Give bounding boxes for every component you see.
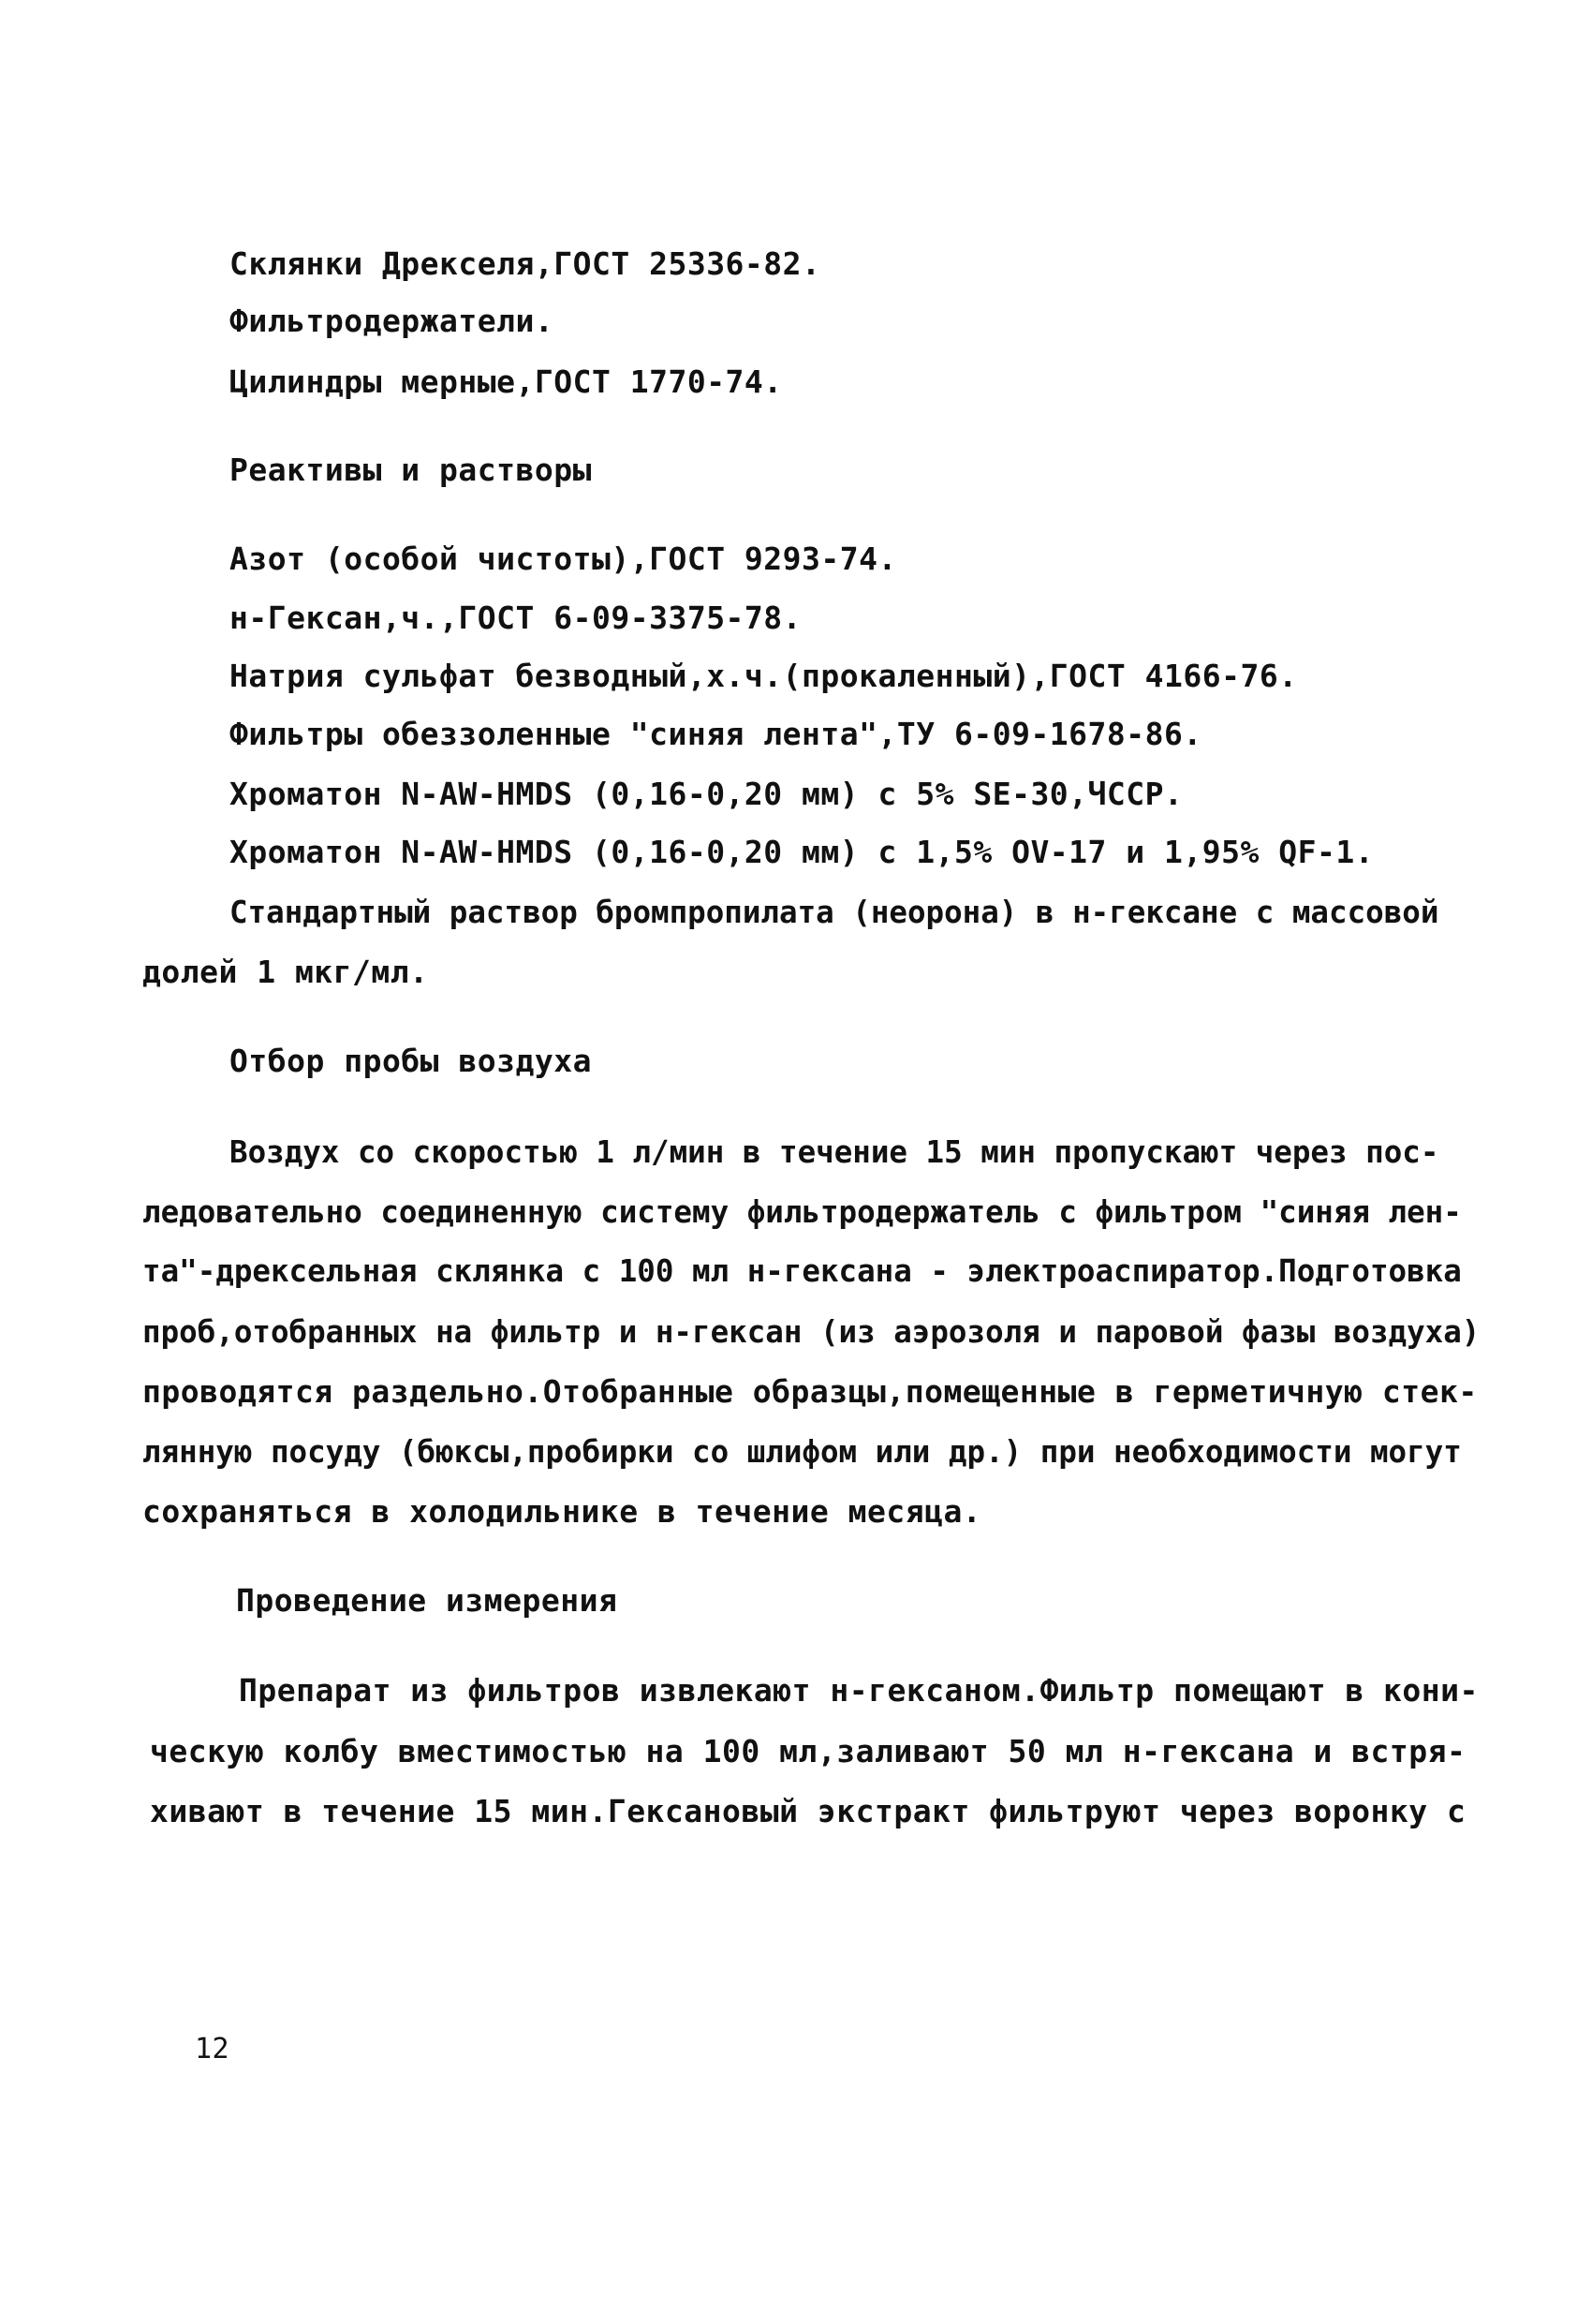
section-heading-reagents: Реактивы и растворы xyxy=(229,451,592,488)
text-line: долей 1 мкг/мл. xyxy=(142,954,429,990)
text-line: Хроматон N-AW-HMDS (0,16-0,20 мм) с 1,5% OV-17 и 1,95% QF-1. xyxy=(229,834,1375,870)
text-line: Склянки Дрекселя,ГОСТ 25336-82. xyxy=(229,245,821,282)
text-line: хивают в течение 15 мин.Гексановый экстракт фильтруют через воронку с xyxy=(150,1793,1467,1829)
text-line: Натрия сульфат безводный,х.ч.(прокаленный),ГОСТ 4166-76. xyxy=(229,658,1298,694)
text-line: н-Гексан,ч.,ГОСТ 6-09-3375-78. xyxy=(229,600,803,636)
section-heading-sampling: Отбор пробы воздуха xyxy=(229,1043,592,1079)
text-line: Воздух со скоростью 1 л/мин в течение 15 мин пропускают через пос- xyxy=(229,1134,1439,1170)
text-line: сохраняться в холодильнике в течение месяца. xyxy=(142,1493,982,1530)
text-line: лянную посуду (бюксы,пробирки со шлифом или др.) при необходимости могут xyxy=(142,1434,1462,1470)
text-line: Фильтры обеззоленные "синяя лента",ТУ 6-09-1678-86. xyxy=(229,716,1202,752)
text-line: Препарат из фильтров извлекают н-гексаном.Фильтр помещают в кони- xyxy=(239,1672,1479,1709)
page-number: 12 xyxy=(195,2033,230,2065)
text-line: Фильтродержатели. xyxy=(229,303,554,339)
text-line: та"-дрексельная склянка с 100 мл н-гексана - электроаспиратор.Подготовка xyxy=(142,1253,1462,1289)
section-heading-measurement: Проведение измерения xyxy=(236,1582,618,1619)
text-line: проб,отобранных на фильтр и н-гексан (из аэрозоля и паровой фазы воздуха) xyxy=(142,1314,1481,1350)
text-line: ческую колбу вместимостью на 100 мл,заливают 50 мл н-гексана и встря- xyxy=(150,1733,1467,1769)
text-line: Цилиндры мерные,ГОСТ 1770-74. xyxy=(229,363,783,400)
text-line: проводятся раздельно.Отобранные образцы,помещенные в герметичную стек- xyxy=(142,1373,1478,1410)
text-line: ледовательно соединенную систему фильтродержатель с фильтром "синяя лен- xyxy=(142,1194,1462,1230)
text-line: Стандартный раствор бромпропилата (неорона) в н-гексане с массовой xyxy=(229,895,1439,930)
text-line: Хроматон N-AW-HMDS (0,16-0,20 мм) с 5% SE-30,ЧССР. xyxy=(229,776,1184,812)
text-line: Азот (особой чистоты),ГОСТ 9293-74. xyxy=(229,540,897,577)
